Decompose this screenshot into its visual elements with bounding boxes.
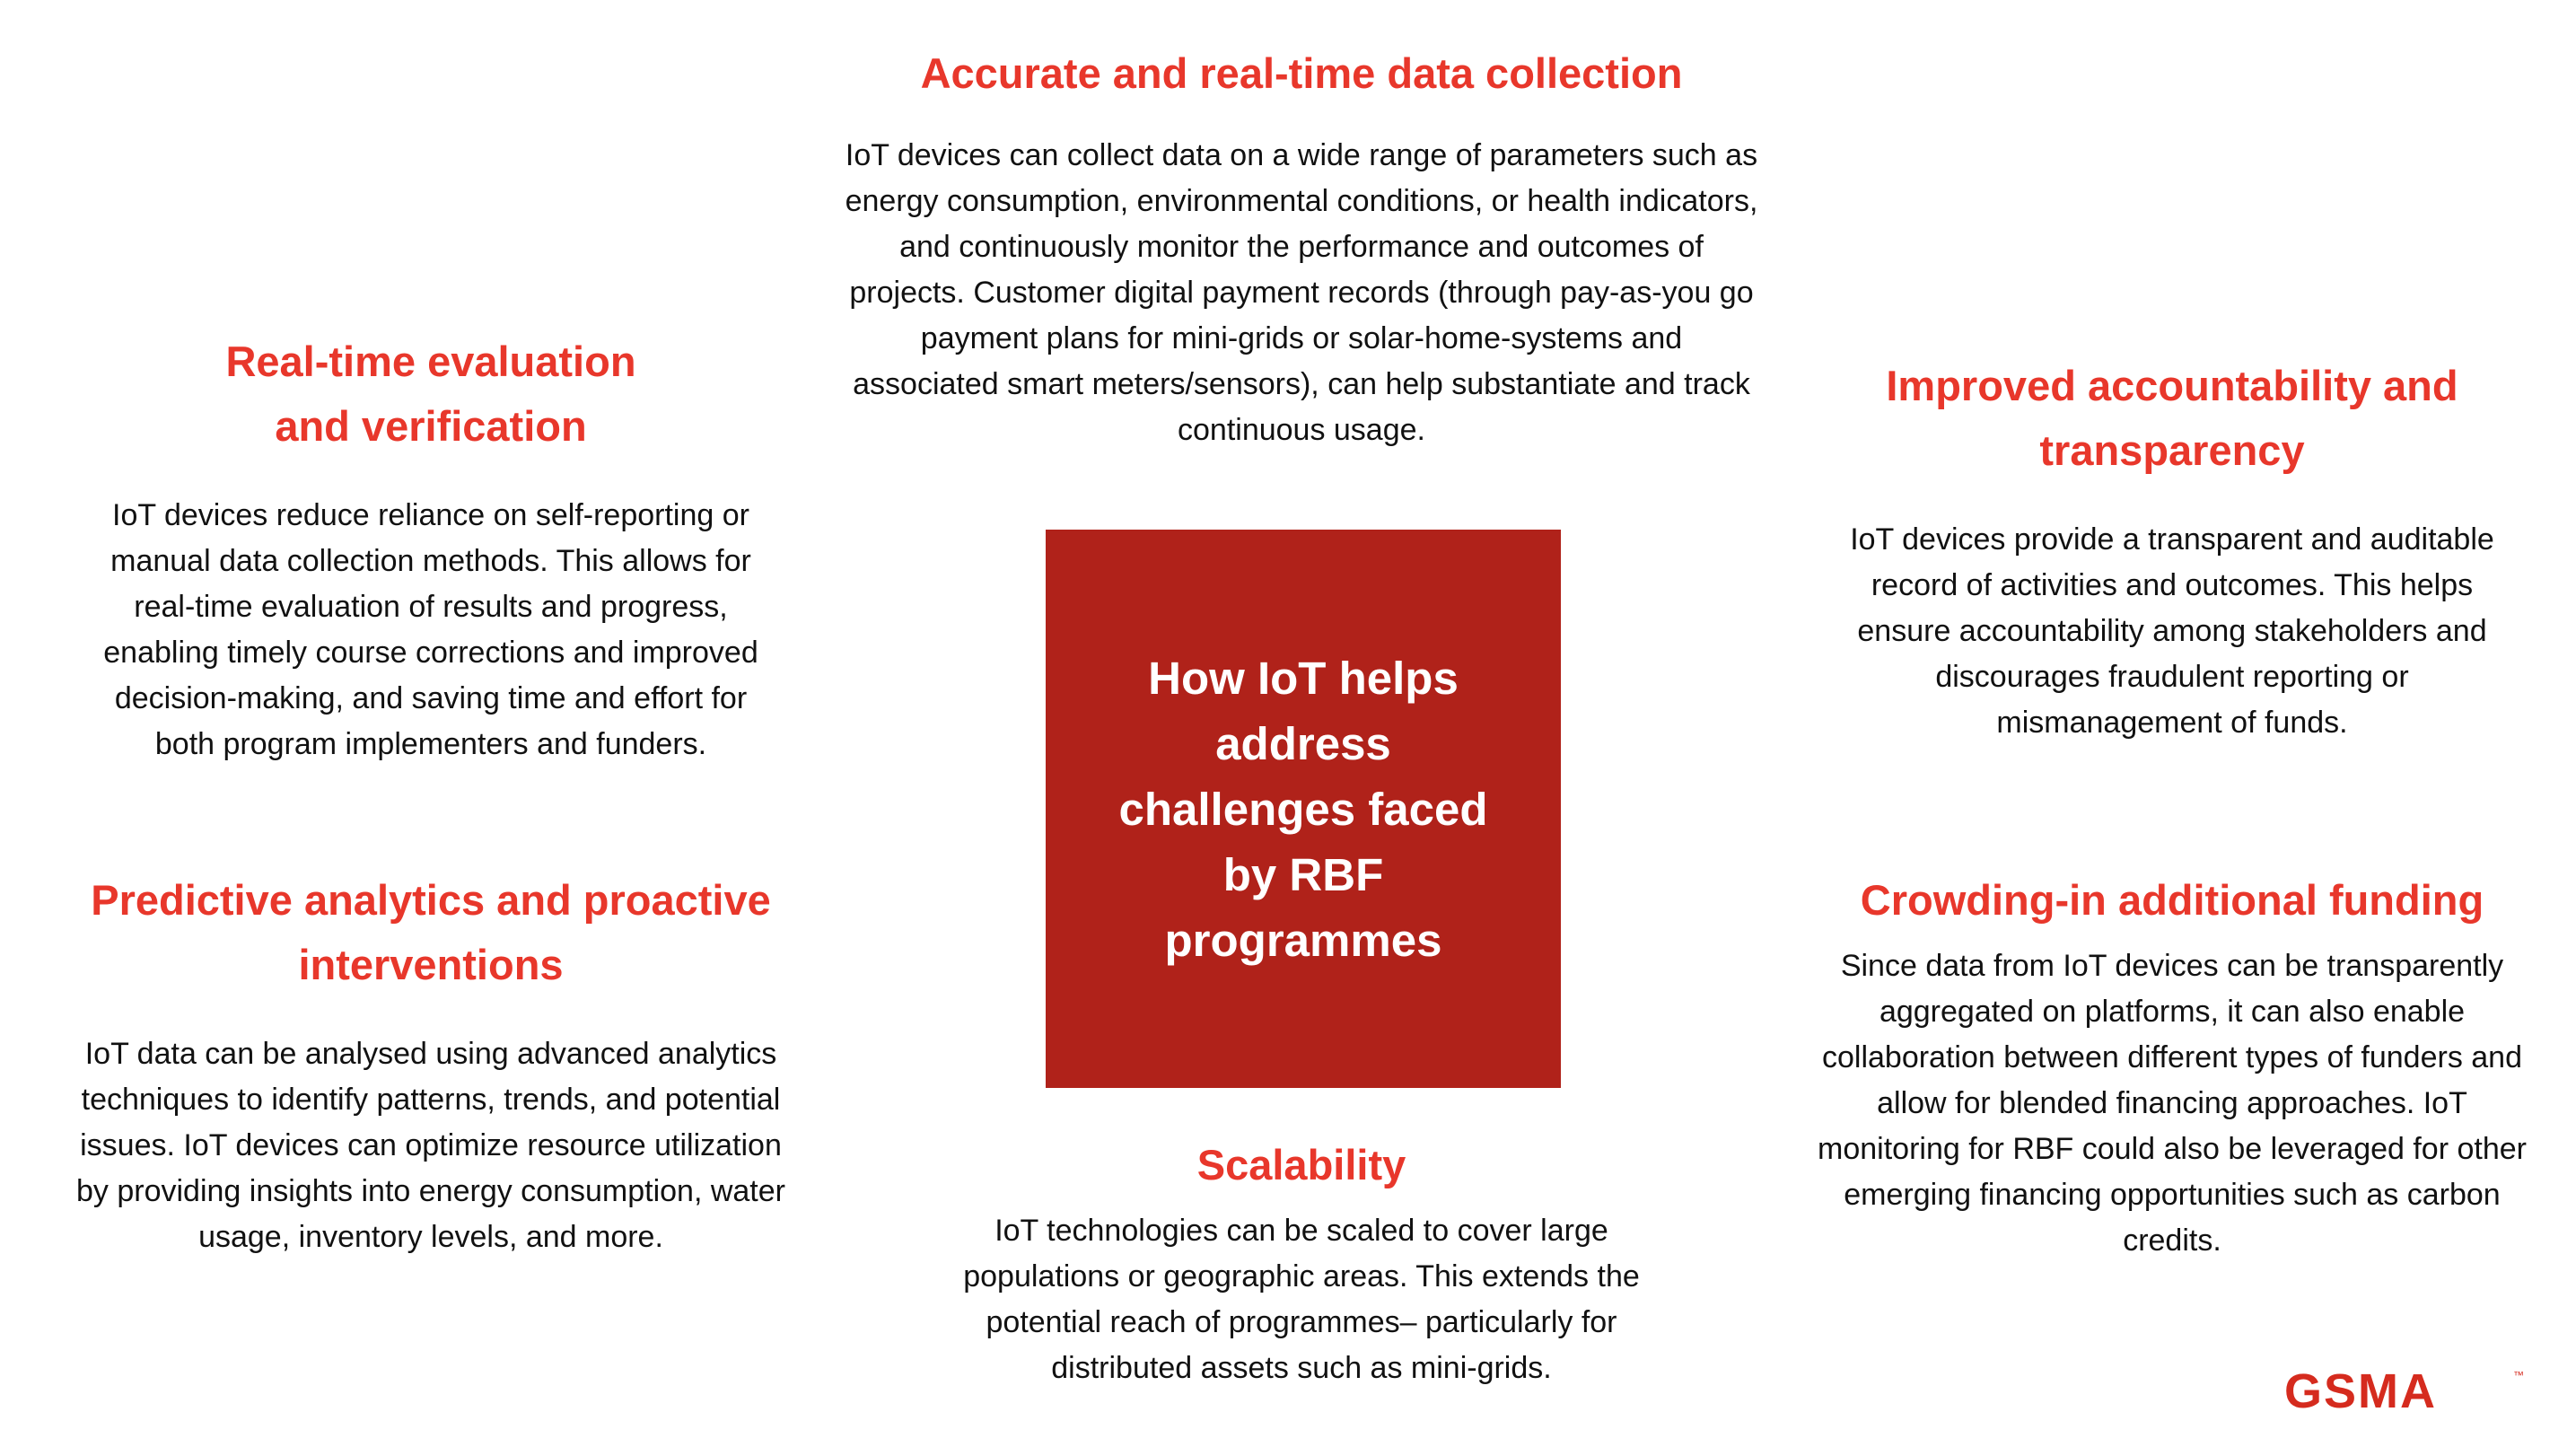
section-data-collection: [844, 41, 1759, 453]
section-scalability: [938, 1133, 1665, 1391]
section-body: IoT devices can collect data on a wide range of parameters such as energy consumption, environmental conditions, or health indicators, and continuously monitor the performance and outcomes of projects. Customer digital payment records (through pay-as-you go payment plans for mini-grids or solar-home-systems and associated smart meters/sensors), can help substantiate and track continuous usage.: [845, 138, 1758, 447]
section-heading: Real-time evaluation and verification: [225, 338, 636, 450]
section-accountability-transparency: [1804, 354, 2540, 746]
section-body: IoT devices reduce reliance on self-reporting or manual data collection methods. This allows for real-time evaluation of results and progress, enabling timely course corrections and improved decision-making, and saving time and effort for both program implementers and funders.: [103, 498, 758, 761]
section-predictive-analytics: [76, 868, 785, 1260]
section-crowding-in-funding: [1804, 868, 2540, 1264]
section-heading: Scalability: [1196, 1141, 1406, 1188]
gsma-logo: GSMA: [2284, 1364, 2437, 1418]
section-heading: Predictive analytics and proactive interventions: [91, 876, 771, 988]
section-heading: Crowding-in additional funding: [1860, 876, 2484, 924]
center-box: [1046, 530, 1561, 1088]
section-body: IoT devices provide a transparent and auditable record of activities and outcomes. This helps ensure accountability among stakeholders and discourages fraudulent reporting or mismanagement of funds.: [1850, 522, 2494, 740]
section-body: IoT technologies can be scaled to cover large populations or geographic areas. This extends the potential reach of programmes– particularly for distributed assets such as mini-grids.: [963, 1214, 1640, 1385]
section-body: IoT data can be analysed using advanced analytics techniques to identify patterns, trends, and potential issues. IoT devices can optimize resource utilization by providing insights into energy consumption, water usage, inventory levels, and more.: [76, 1037, 785, 1254]
section-body: Since data from IoT devices can be transparently aggregated on platforms, it can also enable collaboration between different types of funders and allow for blended financing approaches. IoT monitoring for RBF could also be leveraged for other emerging financing opportunities such as carbon credits.: [1818, 949, 2527, 1258]
section-evaluation-verification: [85, 329, 776, 767]
section-heading: Improved accountability and transparency: [1886, 362, 2458, 474]
gsma-logo-trademark: ™: [2513, 1369, 2524, 1381]
section-heading: Accurate and real-time data collection: [920, 49, 1683, 97]
center-title: How IoT helps address challenges faced by RBF programmes: [1118, 652, 1488, 966]
